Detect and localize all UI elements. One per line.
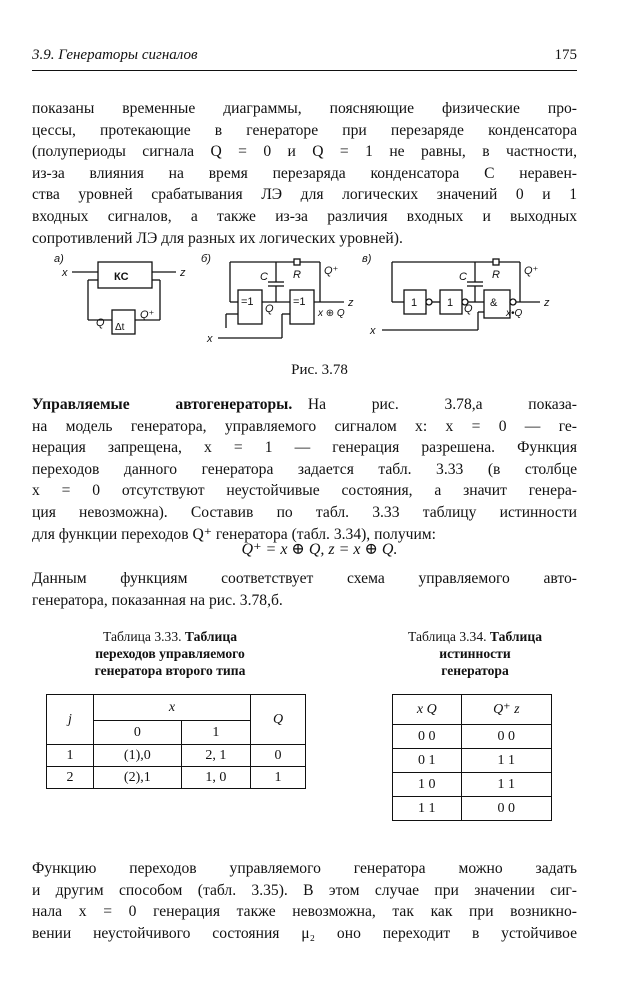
table-33 bbox=[46, 694, 306, 789]
text-line: ция невозможна). Составив по табл. 3.33 таблицу истинности bbox=[32, 503, 577, 521]
paragraph-2 bbox=[32, 394, 577, 545]
figure-3-78 bbox=[0, 250, 639, 355]
table-row bbox=[47, 767, 306, 789]
block-kc-label: КС bbox=[114, 271, 129, 283]
table-header-x: x bbox=[94, 695, 251, 721]
panel-b-out-expr: x ⊕ Q bbox=[318, 308, 345, 319]
panel-b-c: C bbox=[260, 271, 268, 283]
text-line-rest: На рис. 3.78,а показа- bbox=[307, 396, 577, 413]
table-cell: (2),1 bbox=[94, 767, 182, 789]
text-line: из-за влияния на время перезаряда конденсатора C неравен- bbox=[32, 164, 577, 182]
table-header-j: j bbox=[47, 695, 94, 745]
panel-a-output: z bbox=[180, 267, 186, 279]
page-number: 175 bbox=[554, 47, 577, 63]
section-heading: Управляемые автогенераторы. bbox=[32, 396, 293, 413]
panel-v-x: x bbox=[370, 325, 376, 337]
table-cell: 1, 0 bbox=[181, 767, 250, 789]
panel-a-label: а) bbox=[54, 253, 64, 265]
table-row bbox=[393, 725, 552, 749]
panel-b-qplus: Q⁺ bbox=[324, 265, 339, 277]
running-header bbox=[32, 47, 577, 69]
table-header-xq: x Q bbox=[393, 695, 462, 725]
text-line: генератора, показанная на рис. 3.78,б. bbox=[32, 591, 283, 609]
panel-v-qplus: Q⁺ bbox=[524, 265, 539, 277]
text-line: на модель генератора, управляемого сигналом x: x = 0 — ге- bbox=[32, 417, 577, 435]
table-cell: (1),0 bbox=[94, 745, 182, 767]
table-cell: 1 1 bbox=[461, 749, 551, 773]
table-row bbox=[393, 749, 552, 773]
text-line: ства уровней срабатывания ЛЭ для логических значений 0 и 1 bbox=[32, 186, 577, 204]
panel-b-q: Q bbox=[265, 303, 274, 315]
text-line: для функции переходов Q⁺ генератора (табл. 3.34), получим: bbox=[32, 525, 437, 543]
table-34-caption-line: истинности bbox=[439, 646, 511, 661]
text-line: нерация запрещена, x = 1 — генерация разрешена. Функция bbox=[32, 439, 577, 457]
table-cell: 0 0 bbox=[393, 725, 462, 749]
panel-v-r: R bbox=[492, 269, 500, 281]
table-34-caption-plain: Таблица 3.34. bbox=[407, 629, 487, 644]
table-34-caption bbox=[370, 628, 580, 679]
text-line: (полупериоды сигнала Q = 0 и Q = 1 не равны, в частности, bbox=[32, 143, 577, 161]
table-cell: 1 1 bbox=[393, 797, 462, 821]
text-line: Данным функциям соответствует схема управляемого авто- bbox=[32, 570, 577, 587]
text-line: показаны временные диаграммы, поясняющие физические про- bbox=[32, 100, 577, 117]
table-cell: 1 1 bbox=[461, 773, 551, 797]
panel-b-gate1: =1 bbox=[241, 296, 254, 308]
table-cell: 2 bbox=[47, 767, 94, 789]
table-cell: 1 bbox=[47, 745, 94, 767]
section-title: 3.9. Генераторы сигналов bbox=[32, 47, 198, 63]
table-cell: 1 0 bbox=[393, 773, 462, 797]
panel-v-c: C bbox=[459, 271, 467, 283]
figure-caption: Рис. 3.78 bbox=[291, 362, 348, 378]
text-line: цессы, протекающие в генераторе при перезаряде конденсатора bbox=[32, 121, 577, 139]
paragraph-1 bbox=[32, 98, 577, 249]
panel-v-z: z bbox=[544, 297, 550, 309]
formula: Q⁺ = x ⊕ Q, z = x ⊕ Q. bbox=[241, 541, 398, 558]
table-header-qz: Q⁺ z bbox=[461, 695, 551, 725]
table-header-q: Q bbox=[251, 695, 306, 745]
table-cell: 0 1 bbox=[393, 749, 462, 773]
text-line bbox=[32, 394, 577, 416]
panel-v-gate3: & bbox=[490, 297, 498, 309]
table-cell: 0 bbox=[251, 745, 306, 767]
paragraph-3 bbox=[32, 568, 577, 611]
panel-b-r: R bbox=[293, 269, 301, 281]
panel-b-gate2: =1 bbox=[293, 296, 306, 308]
table-cell: 0 0 bbox=[461, 797, 551, 821]
panel-v-q: Q bbox=[464, 303, 473, 315]
table-33-caption-title: Таблица bbox=[184, 629, 237, 644]
panel-v-out-expr: x•Q bbox=[506, 308, 523, 319]
panel-a-q: Q bbox=[96, 317, 105, 329]
table-33-caption-plain: Таблица 3.33. bbox=[102, 629, 182, 644]
text-line: Функцию переходов управляемого генератора можно задать bbox=[32, 860, 577, 877]
paragraph-4 bbox=[32, 858, 577, 944]
panel-b-label: б) bbox=[201, 253, 211, 265]
header-rule bbox=[32, 70, 577, 71]
table-row bbox=[393, 773, 552, 797]
table-33-caption bbox=[40, 628, 300, 679]
panel-v-gate2: 1 bbox=[447, 297, 454, 309]
text-line: входных сигналов, а также из-за различия входных и выходных bbox=[32, 207, 577, 225]
table-34-caption-line: генератора bbox=[441, 663, 509, 678]
table-cell: 1 bbox=[251, 767, 306, 789]
text-line: нала x = 0 генерация также невозможна, так как при возникно- bbox=[32, 903, 577, 921]
table-33-caption-line: переходов управляемого bbox=[95, 646, 245, 661]
text-line: переходов данного генератора задается табл. 3.33 (в столбце bbox=[32, 460, 577, 478]
table-33-caption-line: генератора второго типа bbox=[94, 663, 246, 678]
panel-b-z: z bbox=[348, 297, 354, 309]
panel-v-gate1: 1 bbox=[411, 297, 418, 309]
table-subheader: 1 bbox=[181, 721, 250, 745]
delay-label: Δt bbox=[115, 322, 125, 333]
text-line: x = 0 отсутствуют неустойчивые состояния, а значит генера- bbox=[32, 482, 577, 500]
table-subheader: 0 bbox=[94, 721, 182, 745]
table-34 bbox=[392, 694, 552, 821]
panel-a-qplus: Q⁺ bbox=[140, 309, 155, 321]
table-34-caption-title: Таблица bbox=[489, 629, 542, 644]
text-line: вении неустойчивого состояния μ₂ оно переходит в устойчивое bbox=[32, 924, 577, 942]
table-cell: 2, 1 bbox=[181, 745, 250, 767]
text-line: сопротивлений ЛЭ для разных их логических уровней). bbox=[32, 229, 403, 247]
panel-a-input: x bbox=[62, 267, 68, 279]
panel-v-label: в) bbox=[362, 253, 372, 265]
text-line: и другим способом (табл. 3.35). В этом случае при значении сиг- bbox=[32, 881, 577, 899]
panel-b-x: x bbox=[207, 333, 213, 345]
table-row bbox=[47, 745, 306, 767]
table-row bbox=[393, 797, 552, 821]
table-cell: 0 0 bbox=[461, 725, 551, 749]
